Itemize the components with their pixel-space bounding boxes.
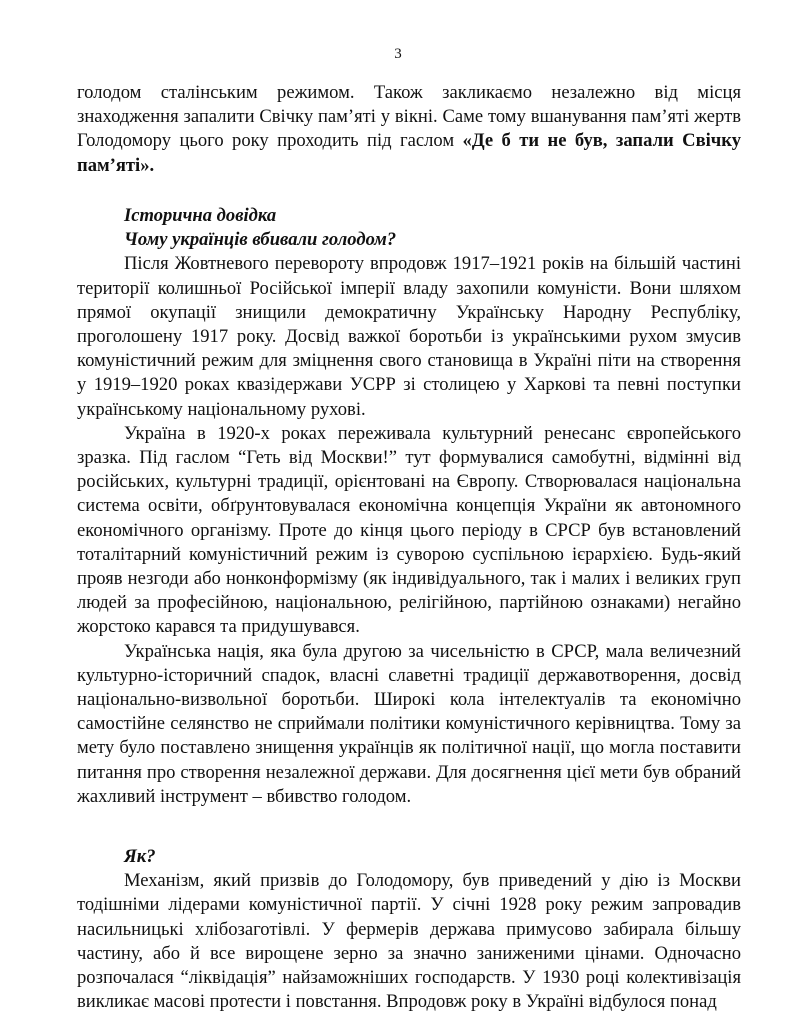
intro-text: голодом сталінським режимом. Також закликаємо незалежно від місця знаходження запалити Свічку пам’яті у вікні. Саме тому вшанування пам’яті жертв Голодомору цього року проходить під гаслом bbox=[77, 82, 741, 152]
slogan-text: «Де б ти не був, запали Свічку пам’яті». bbox=[77, 130, 742, 176]
how-section bbox=[77, 845, 741, 1014]
how-paragraph: Механізм, який призвів до Голодомору, був приведений у дію із Москви тодішніми лідерами комуністичної партії. У січні 1928 року режим запровадив насильницькі хлібозаготівлі. У фермерів держава примусово забирала більшу частину, або й все вирощене зерно за значно заниженими цінами. Одночасно розпочалася “ліквідація” найзаможніших господарств. У 1930 році колективізація викликає масові протести і повстання. Впродовж року в Україні відбулося понад bbox=[77, 870, 741, 1013]
intro-paragraph bbox=[77, 81, 741, 178]
history-paragraph-2: Україна в 1920-х роках переживала культурний ренесанс європейського зразка. Під гаслом “Геть від Москви!” тут формувалися самобутні, відмінні від російських, культурні традиції, орієнтовані на Європу. Створювалася національна система освіти, обґрунтовувалася економічна концепція України як автономного економічного організму. Проте до кінця цього періоду в СРСР був встановлений тоталітарний комуністичний режим із суворою суспільною ієрархією. Будь-який прояв незгоди або нонконформізму (як індивідуального, так і малих і великих груп людей за професійною, національною, релігійною, партійною ознаками) негайно жорстоко карався та придушувався. bbox=[77, 422, 741, 638]
section-subtitle: Чому українців вбивали голодом? bbox=[124, 229, 397, 251]
section-title: Історична довідка bbox=[124, 205, 277, 226]
history-paragraph-1: Після Жовтневого перевороту впродовж 1917–1921 років на більшій частині території колишньої Російської імперії владу захопили комуністи. Вони шляхом прямої окупації знищили демократичну Українську Народну Республіку, проголошену 1917 року. Досвід важкої боротьби із українськими рухом змусив комуністичний режим для зміцнення свого становища в Україні піти на створення у 1919–1920 роках квазідержави УСРР зі столицею у Харкові та певні поступки українському національному рухові. bbox=[77, 253, 741, 420]
intro-section bbox=[77, 81, 741, 178]
history-paragraph-3: Українська нація, яка була другою за чисельністю в СРСР, мала величезний культурно-історичний спадок, власні славетні традиції державотворення, досвід національно-визвольної боротьби. Широкі кола інтелектуалів та економічно самостійне селянство не сприймали політики комуністичного керівництва. Тому за мету було поставлено знищення українців як політичної нації, що могла поставити питання про створення незалежної держави. Для досягнення цієї мети був обраний жахливий інструмент – вбивство голодом. bbox=[77, 640, 741, 807]
history-section bbox=[77, 204, 741, 809]
how-title: Як? bbox=[124, 846, 156, 867]
page-number: 3 bbox=[394, 46, 402, 62]
